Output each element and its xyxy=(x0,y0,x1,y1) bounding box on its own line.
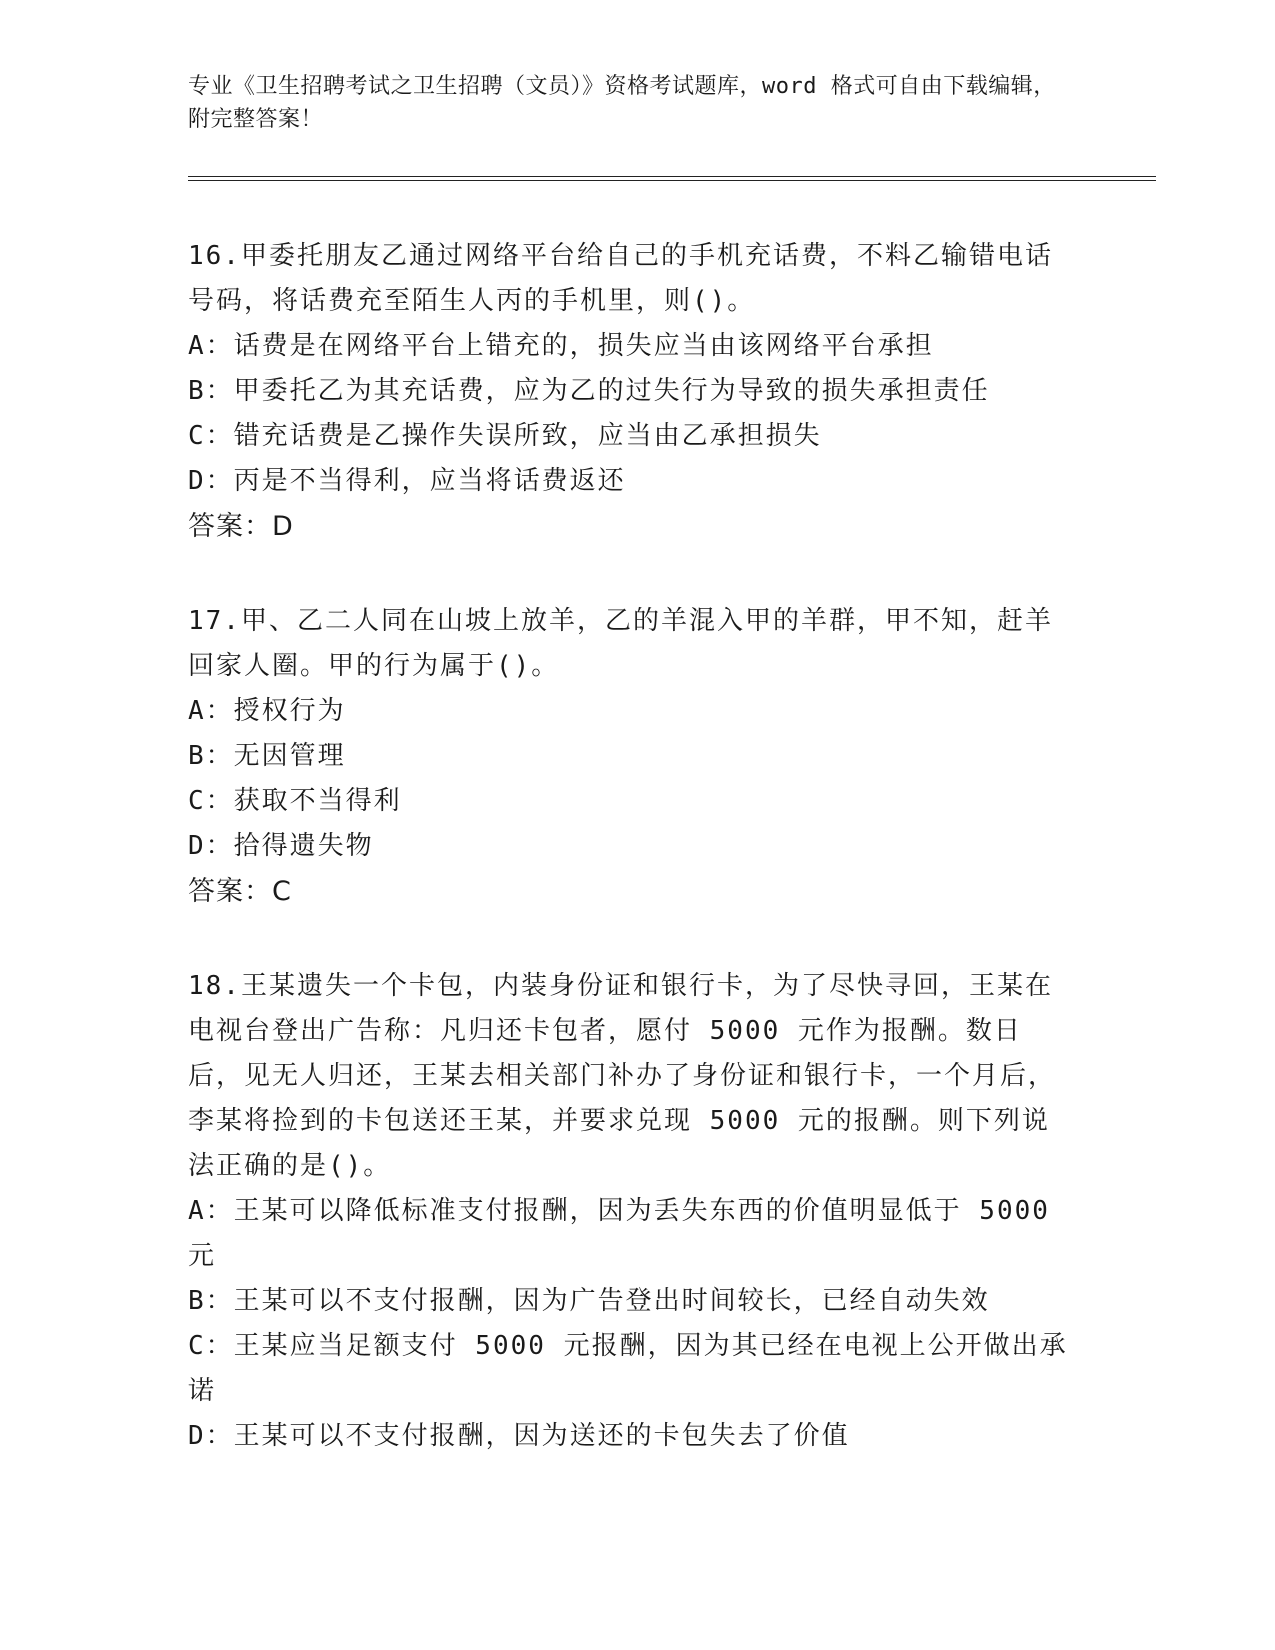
option-d: D：王某可以不支付报酬，因为送还的卡包失去了价值 xyxy=(188,1421,850,1451)
option-b: B：王某可以不支付报酬，因为广告登出时间较长，已经自动失效 xyxy=(188,1286,990,1316)
option-a: A：授权行为 xyxy=(188,696,346,726)
option-d: D：拾得遗失物 xyxy=(188,831,374,861)
option-a: A：话费是在网络平台上错充的，损失应当由该网络平台承担 xyxy=(188,331,934,361)
option-a: A：王某可以降低标准支付报酬，因为丢失东西的价值明显低于 5000 元 xyxy=(188,1196,1050,1271)
option-b: B：甲委托乙为其充话费，应为乙的过失行为导致的损失承担责任 xyxy=(188,376,990,406)
document-header: 专业《卫生招聘考试之卫生招聘（文员）》资格考试题库，word 格式可自由下载编辑，附完整答案！ xyxy=(188,74,1056,132)
header-divider xyxy=(188,176,1156,181)
answer-line: 答案：C xyxy=(188,876,292,907)
question-18 xyxy=(188,964,1068,1459)
question-stem: 18.王某遗失一个卡包，内装身份证和银行卡，为了尽快寻回，王某在电视台登出广告称：凡归还卡包者，愿付 5000 元作为报酬。数日后，见无人归还，王某去相关部门补办了身份证和银行卡，一个月后，李某将捡到的卡包送还王某，并要求兑现 5000 元的报酬。则下列说法正确的是()。 xyxy=(188,971,1057,1181)
answer-line: 答案：D xyxy=(188,511,294,542)
question-16 xyxy=(188,234,1068,549)
option-d: D：丙是不当得利，应当将话费返还 xyxy=(188,466,626,496)
option-c: C：获取不当得利 xyxy=(188,786,402,816)
option-c: C：错充话费是乙操作失误所致，应当由乙承担损失 xyxy=(188,421,822,451)
question-17 xyxy=(188,599,1068,914)
option-b: B：无因管理 xyxy=(188,741,346,771)
option-c: C：王某应当足额支付 5000 元报酬，因为其已经在电视上公开做出承诺 xyxy=(188,1331,1068,1406)
question-stem: 17.甲、乙二人同在山坡上放羊，乙的羊混入甲的羊群，甲不知，赶羊回家人圈。甲的行为属于()。 xyxy=(188,606,1053,681)
question-stem: 16.甲委托朋友乙通过网络平台给自己的手机充话费，不料乙输错电话号码，将话费充至陌生人丙的手机里，则()。 xyxy=(188,241,1053,316)
